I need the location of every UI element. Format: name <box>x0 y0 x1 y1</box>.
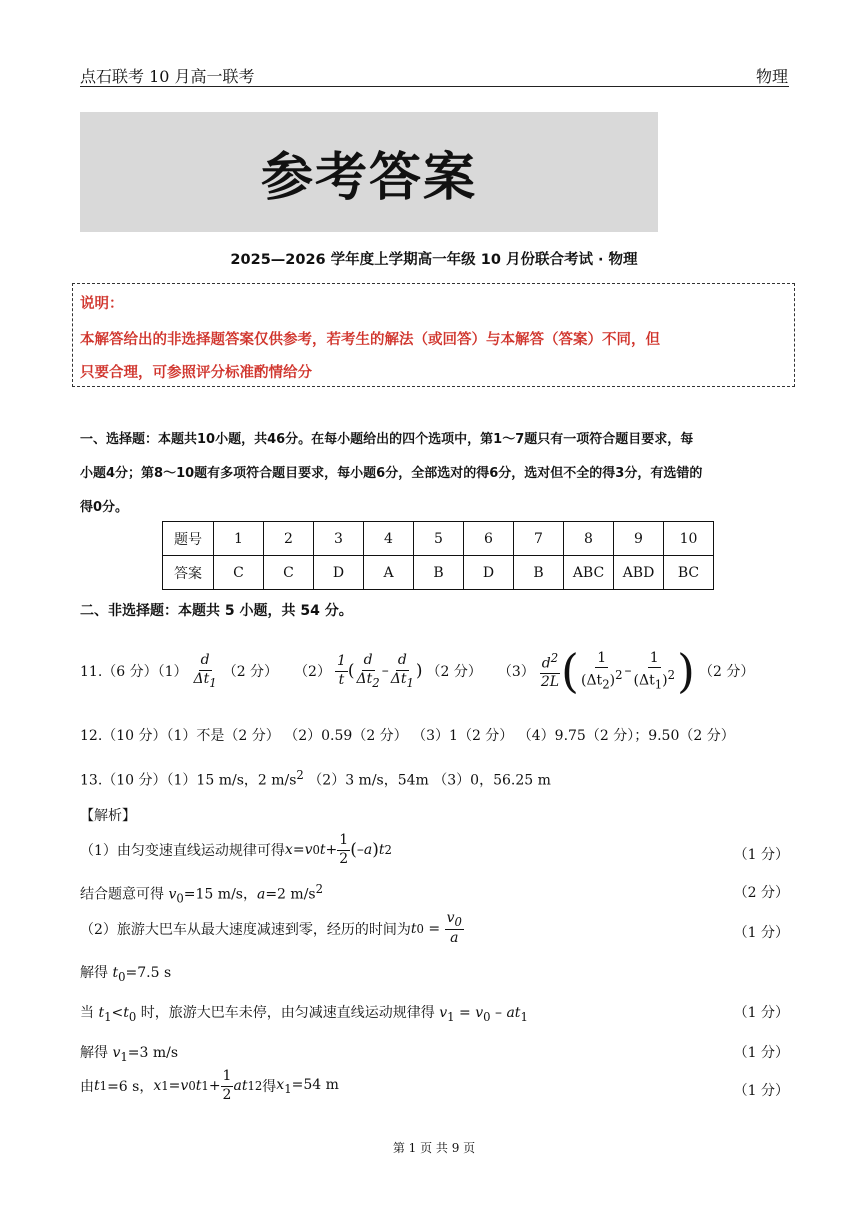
step-7-score: （1 分） <box>733 1083 789 1099</box>
q11-prefix: 11.（6 分）（1） <box>80 664 188 680</box>
table-cell: 8 <box>564 522 614 556</box>
step-5-mid: 时，旅游大巴车未停，由匀减速直线运动规律得 <box>136 1005 440 1021</box>
analysis-label: 【解析】 <box>80 808 136 824</box>
table-row-label: 答案 <box>163 556 214 590</box>
step-3-text: （2）旅游大巴车从最大速度减速到零，经历的时间为 <box>80 921 411 938</box>
q11-formula-2: $\frac{1}{t}$ ( $\frac{d}{\Delta t_2}$ – $\frac{d}{\Delta t_1}$ ) <box>336 652 423 690</box>
step-6-score: （1 分） <box>733 1045 789 1061</box>
table-cell: 4 <box>364 522 414 556</box>
step-7-mid: 得 <box>262 1079 277 1095</box>
page-title: 参考答案 <box>260 146 477 208</box>
table-cell: 5 <box>414 522 464 556</box>
note-label: 说明： <box>80 296 124 312</box>
step-3 <box>80 910 464 948</box>
table-cell: 1 <box>214 522 264 556</box>
note-line-2: 只要合理，可参照评分标准酌情给分 <box>80 365 312 381</box>
step-7: 由 t 1 =6 s， x 1 = v 0 t 1 + $\frac{1}{2}$ at 1 2 得 $x_1=54$ m <box>80 1068 339 1103</box>
section2-heading: 二、非选择题：本题共 5 小题，共 54 分。 <box>80 603 353 619</box>
table-row-numbers <box>163 522 714 556</box>
table-cell: 6 <box>464 522 514 556</box>
table-cell: ABC <box>564 556 614 590</box>
table-cell: 3 <box>314 522 364 556</box>
q13-answer: 13.（10 分）（1）15 m/s，2 $m/s^2$ （2）3 m/s，54m （3）0，56.25 m <box>80 768 551 789</box>
step-6-text: 解得 <box>80 1045 113 1061</box>
step-1-score: （1 分） <box>733 847 789 863</box>
table-cell: D <box>314 556 364 590</box>
page-footer: 第 1 页 共 9 页 <box>392 1141 476 1155</box>
q11-score-3: （2 分） <box>698 664 755 680</box>
q13-rest: （2）3 m/s，54m （3）0，56.25 m <box>308 772 551 789</box>
step-5: 当 $t_1<t_0$ 时，旅游大巴车未停，由匀减速直线运动规律得 $v_1 = v_0 - at_1$ <box>80 1005 528 1024</box>
table-cell: 9 <box>614 522 664 556</box>
q11-score-2: （2 分） <box>426 664 482 680</box>
header-right: 物理 <box>755 67 788 86</box>
step-3-formula: t 0 = $\frac{v_0}{a}$ <box>410 910 462 947</box>
section1-line-2: 小题4分；第8～10题有多项符合题目要求，每小题6分，全部选对的得6分，选对但不全的得3分，有选错的 <box>80 466 703 481</box>
note-line-1: 本解答给出的非选择题答案仅供参考，若考生的解法（或回答）与本解答（答案）不同，但 <box>80 332 660 348</box>
q11-answer <box>80 644 755 698</box>
step-4: 解得 $t_0=7.5$ s <box>80 965 172 984</box>
header-rule <box>80 86 789 87</box>
table-cell: 10 <box>664 522 714 556</box>
table-cell: ABD <box>614 556 664 590</box>
section1-line-1: 一、选择题：本题共10小题，共46分。在每小题给出的四个选项中，第1～7题只有一项符合题目要求，每 <box>80 432 694 447</box>
step-7-text: 由 <box>80 1079 94 1095</box>
step-1-text: （1）由匀变速直线运动规律可得 <box>80 843 285 859</box>
table-row-label: 题号 <box>163 522 214 556</box>
step-2-text: 结合题意可得 <box>80 886 169 903</box>
step-5-text: 当 <box>80 1005 99 1021</box>
step-1 <box>80 832 392 868</box>
section1-line-3: 得0分。 <box>80 500 129 515</box>
table-cell: BC <box>664 556 714 590</box>
table-row-answers <box>163 556 714 590</box>
table-cell: C <box>214 556 264 590</box>
step-1-formula: x = v 0 t + $\frac{1}{2}$ ( – a ) t 2 <box>284 832 392 867</box>
q11-formula-1: $\frac{d}{\Delta t_1}$ <box>193 652 217 690</box>
step-6: 解得 $v_1=3$ m/s <box>80 1045 179 1064</box>
q13-prefix: 13.（10 分）（1）15 m/s，2 m/s <box>80 772 297 789</box>
table-cell: 7 <box>514 522 564 556</box>
table-cell: A <box>364 556 414 590</box>
step-5-score: （1 分） <box>733 1005 789 1021</box>
q12-answer: 12.（10 分）（1）不是（2 分） （2）0.59（2 分） （3）1（2 分） （4）9.75（2 分）；9.50（2 分） <box>80 728 735 744</box>
q11-part3-label: （3） <box>497 664 535 680</box>
step-2-score: （2 分） <box>733 885 789 901</box>
step-2: 结合题意可得 $v_0=15$ m/s，a=2 $m/s^2$ <box>80 882 324 906</box>
table-cell: C <box>264 556 314 590</box>
header-left: 点石联考 10 月高一联考 <box>80 67 255 86</box>
step-7-formula: t 1 =6 s， x 1 = v 0 t 1 + $\frac{1}{2}$ at 1 2 <box>94 1068 263 1103</box>
table-cell: B <box>414 556 464 590</box>
table-cell: 2 <box>264 522 314 556</box>
q11-part2-label: （2） <box>294 664 331 680</box>
table-cell: B <box>514 556 564 590</box>
step-4-text: 解得 <box>80 965 113 981</box>
note-box <box>72 283 795 387</box>
exam-subtitle: 2025—2026 学年度上学期高一年级 10 月份联合考试 · 物理 <box>230 252 638 268</box>
q11-formula-3: $\frac{d^2}{2L}$ ( $\frac{1}{(\Delta t_2)^2}$ – $\frac{1}{(\Delta t_1)^2}$ ) <box>540 644 695 698</box>
q11-score-1: （2 分） <box>222 664 279 680</box>
table-cell: D <box>464 556 514 590</box>
title-banner <box>80 112 658 232</box>
step-3-score: （1 分） <box>733 925 789 941</box>
answer-table <box>162 521 714 590</box>
